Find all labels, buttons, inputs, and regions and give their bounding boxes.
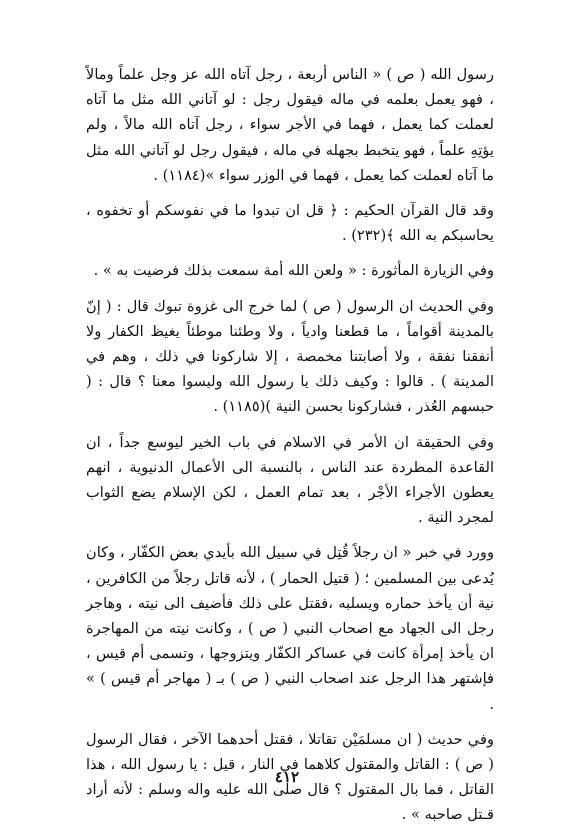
body-text	[86, 62, 494, 828]
paragraph-quran-verse: وقد قال القرآن الحكيم : ﴿ قل ان تبدوا ما في نفوسكم أو تخفوه ، يحاسبكم به الله ﴾(٢٣٢) .	[86, 202, 494, 245]
paragraph-two-muslims: وفي حديث ( ان مسلمَيْن تقاتلا ، فقتل أحدهما الآخر ، فقال الرسول ( ص ) : القاتل والمقتول كلاهما في النار ، قيل : يا رسول الله ، هذا القاتل ، فما بال المقتول ؟ قال صلى الله عليه واله وسلم : لأنه أراد قـتل صاحبه » .	[86, 730, 494, 824]
paragraph-hadith-four-people: رسول الله ( ص ) « الناس أربعة ، رجل آتاه الله عز وجل علماً ومالاً ، فهو يعمل بعلمه في ماله فيقول رجل : لو آتاني الله مثل ما آتاه لعملت كما يعمل ، فهما في الأجر سواء ، رجل آتاه الله مالاً ، ولم يؤتِهِ علماً ، فهو يتخبط بجهله في ماله ، فيقول رجل لو آتاني الله مثل ما آتاه لعملت كما يعمل ، فهما في الوزر سواء »(١١٨٤) .	[86, 66, 494, 184]
paragraph-donkey-martyr: وورد في خبر « ان رجلاً قُتِل في سبيل الله بأيدي بعض الكفّار ، وكان يُدعى بين المسلمين ؛ ( قتيل الحمار ) ، لأنه قاتل رجلاً من الكافرين ، نية أن يأخذ حماره ويسلبه ،فقتل على ذلك فأضيف الى نيته ، وهاجر رجل الى الجهاد مع اصحاب النبي ( ص ) ، وكانت نيته من المهاجرة ان يأخذ إمرأة كانت في عساكر الكفّار ويتزوجها ، وتسمى أم قيس ، فإشتهر هذا الرجل عند اصحاب النبي ( ص ) بـ ( مهاجر أم قيس ) » .	[86, 544, 494, 713]
paragraph-tabuk-hadith: وفي الحديث ان الرسول ( ص ) لما خرج الى غزوة تبوك قال : ( إنّ بالمدينة أقواماً ، ما قطعنا وادياً ، ولا وطئنا موطئاً يغيظ الكفار ولا أنفقنا نفقة ، ولا أصابتنا مخمصة ، إلا شاركونا في ذلك ، وهم في المدينة ) . قالوا : وكيف ذلك يا رسول الله وليسوا معنا ؟ قال : ( حبسهم العُذر ، فشاركونا بحسن النية )(١١٨٥) .	[86, 297, 494, 416]
page-number: ٤١٢	[274, 768, 300, 786]
paragraph-reward-intention: وفي الحقيقة ان الأمر في الاسلام في باب الخير ليوسع جداً ، ان القاعدة المطردة عند الناس ، بالنسبة الى الأعمال الدنيوية ، انهم يعطون الأجراء الأجْر ، بعد تمام العمل ، لكن الإسلام يضع الثواب لمجرد النية .	[86, 433, 494, 527]
paragraph-ziyara: وفي الزيارة المأثورة : « ولعن الله أمة سمعت بذلك فرضيت به » .	[93, 262, 494, 280]
